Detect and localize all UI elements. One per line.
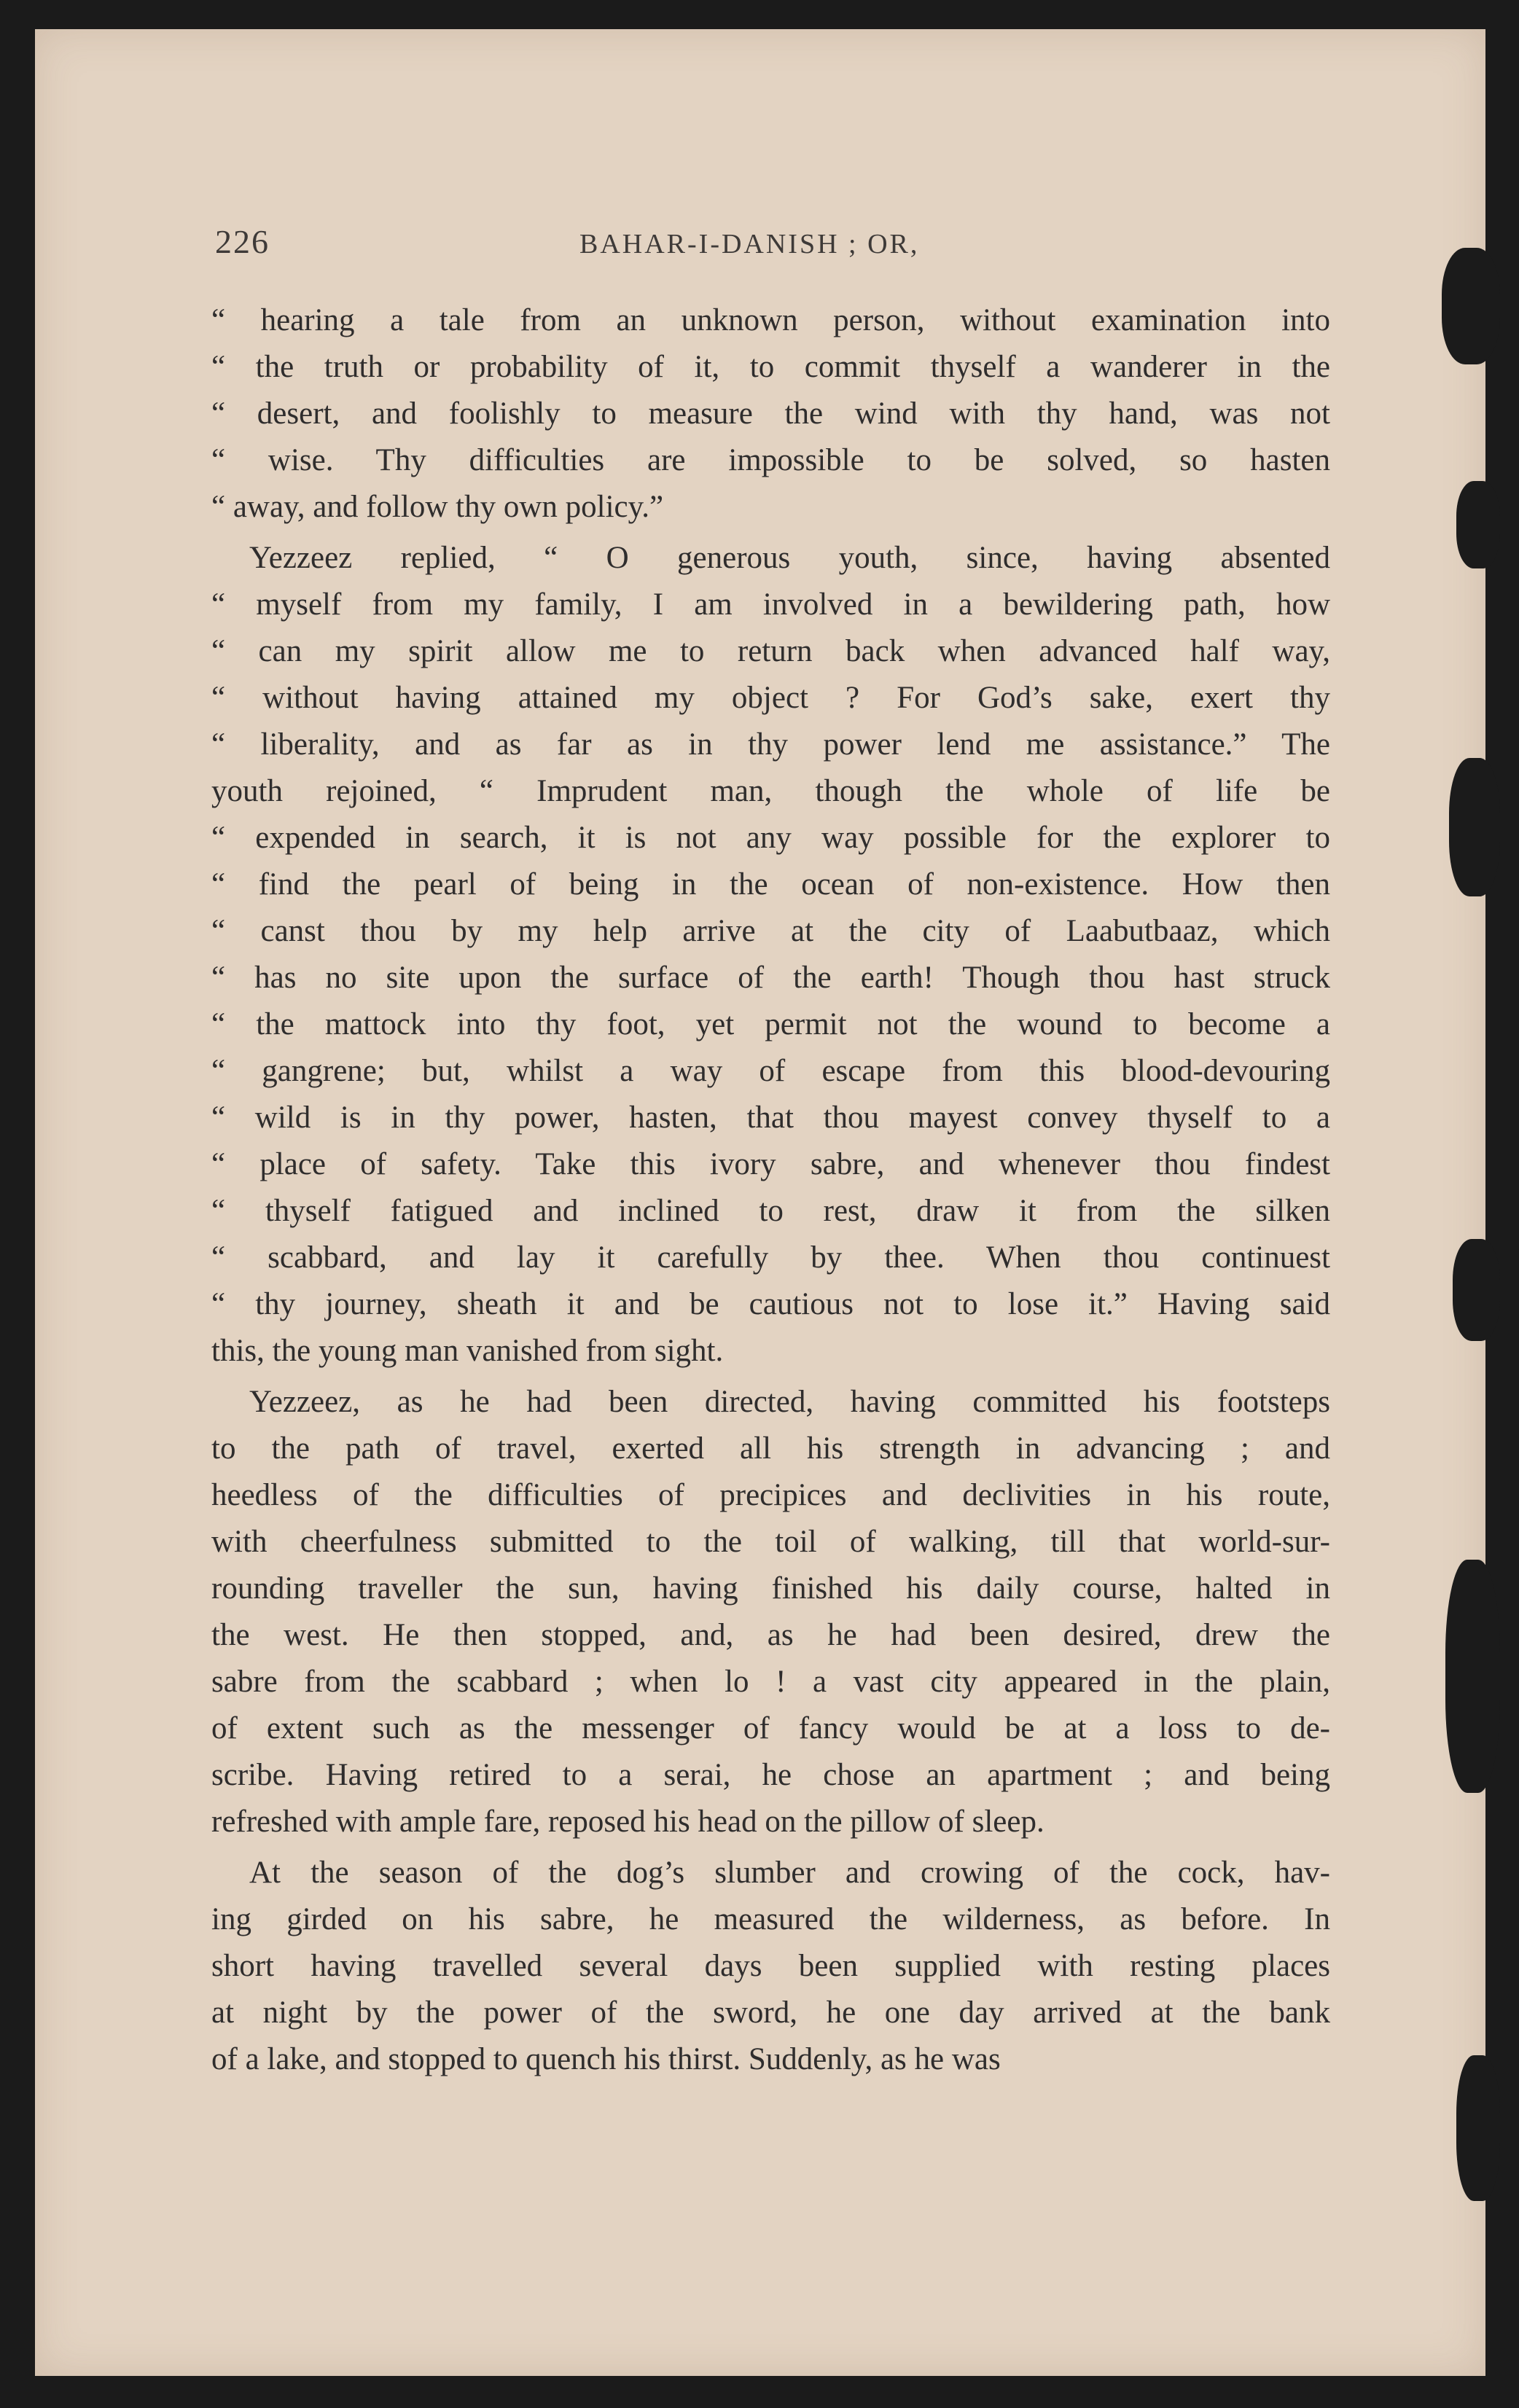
text-line: the west. He then stopped, and, as he had been desired, drew the: [211, 1618, 1330, 1652]
text-line: “ find the pearl of being in the ocean of non-existence. How then: [211, 867, 1330, 902]
text-line: “ myself from my family, I am involved in a bewildering path, how: [211, 587, 1330, 622]
text-line: this, the young man vanished from sight.: [211, 1334, 724, 1368]
text-line: “ thyself fatigued and inclined to rest, draw it from the silken: [211, 1194, 1330, 1228]
text-line: rounding traveller the sun, having finished his daily course, halted in: [211, 1571, 1330, 1606]
text-line: “ the truth or probability of it, to commit thyself a wanderer in the: [211, 350, 1330, 384]
text-line: “ hearing a tale from an unknown person, without examination into: [211, 303, 1330, 337]
paragraph: [211, 297, 1330, 531]
text-line: “ gangrene; but, whilst a way of escape from this blood-devouring: [211, 1054, 1330, 1088]
text-line: ing girded on his sabre, he measured the wilderness, as before. In: [211, 1902, 1330, 1936]
text-line: youth rejoined, “ Imprudent man, though the whole of life be: [211, 774, 1330, 808]
text-line: of extent such as the messenger of fancy would be at a loss to de-: [211, 1711, 1330, 1746]
text-line: short having travelled several days been supplied with resting places: [211, 1949, 1330, 1983]
text-line: “ the mattock into thy foot, yet permit not the wound to become a: [211, 1007, 1330, 1041]
text-line: to the path of travel, exerted all his strength in advancing ; and: [211, 1431, 1330, 1466]
text-line: “ has no site upon the surface of the earth! Though thou hast struck: [211, 961, 1330, 995]
text-line: “ liberality, and as far as in thy power lend me assistance.” The: [211, 727, 1330, 762]
text-line: “ away, and follow thy own policy.”: [211, 490, 664, 524]
text-line: with cheerfulness submitted to the toil of walking, till that world-sur-: [211, 1525, 1330, 1559]
text-line: “ can my spirit allow me to return back when advanced half way,: [211, 634, 1330, 668]
paragraph: [211, 1379, 1330, 1845]
torn-edge: [1449, 758, 1500, 896]
text-line: Yezzeez, as he had been directed, having committed his footsteps: [249, 1385, 1330, 1419]
text-line: Yezzeez replied, “ O generous youth, since, having absented: [249, 541, 1330, 575]
torn-edge: [1453, 1239, 1500, 1341]
text-line: “ without having attained my object ? For God’s sake, exert thy: [211, 681, 1330, 715]
text-line: “ place of safety. Take this ivory sabre, and whenever thou findest: [211, 1147, 1330, 1181]
text-line: “ canst thou by my help arrive at the city of Laabutbaaz, which: [211, 914, 1330, 948]
text-line: “ desert, and foolishly to measure the wind with thy hand, was not: [211, 396, 1330, 431]
text-line: “ wise. Thy difficulties are impossible to be solved, so hasten: [211, 443, 1330, 477]
text-line: “ expended in search, it is not any way possible for the explorer to: [211, 821, 1330, 855]
torn-edge: [1456, 481, 1500, 568]
running-head: BAHAR-I-DANISH ; OR,: [579, 229, 920, 259]
text-line: At the season of the dog’s slumber and crowing of the cock, hav-: [249, 1856, 1330, 1890]
paragraph: [211, 1850, 1330, 2083]
text-line: “ thy journey, sheath it and be cautious not to lose it.” Having said: [211, 1287, 1330, 1321]
text-line: of a lake, and stopped to quench his thirst. Suddenly, as he was: [211, 2042, 1001, 2076]
page-header: [215, 222, 1323, 273]
torn-edge: [1442, 248, 1500, 364]
text-line: scribe. Having retired to a serai, he chose an apartment ; and being: [211, 1758, 1330, 1792]
page-number: 226: [215, 223, 270, 260]
torn-edge: [1456, 2055, 1500, 2201]
text-line: “ scabbard, and lay it carefully by thee. When thou continuest: [211, 1240, 1330, 1275]
paragraph: [211, 535, 1330, 1375]
text-line: “ wild is in thy power, hasten, that thou mayest convey thyself to a: [211, 1101, 1330, 1135]
text-line: refreshed with ample fare, reposed his head on the pillow of sleep.: [211, 1805, 1044, 1839]
text-line: heedless of the difficulties of precipices and declivities in his route,: [211, 1478, 1330, 1512]
text-line: sabre from the scabbard ; when lo ! a vast city appeared in the plain,: [211, 1665, 1330, 1699]
text-line: at night by the power of the sword, he one day arrived at the bank: [211, 1995, 1330, 2030]
torn-edge: [1445, 1560, 1500, 1793]
body-text: [211, 297, 1330, 2087]
